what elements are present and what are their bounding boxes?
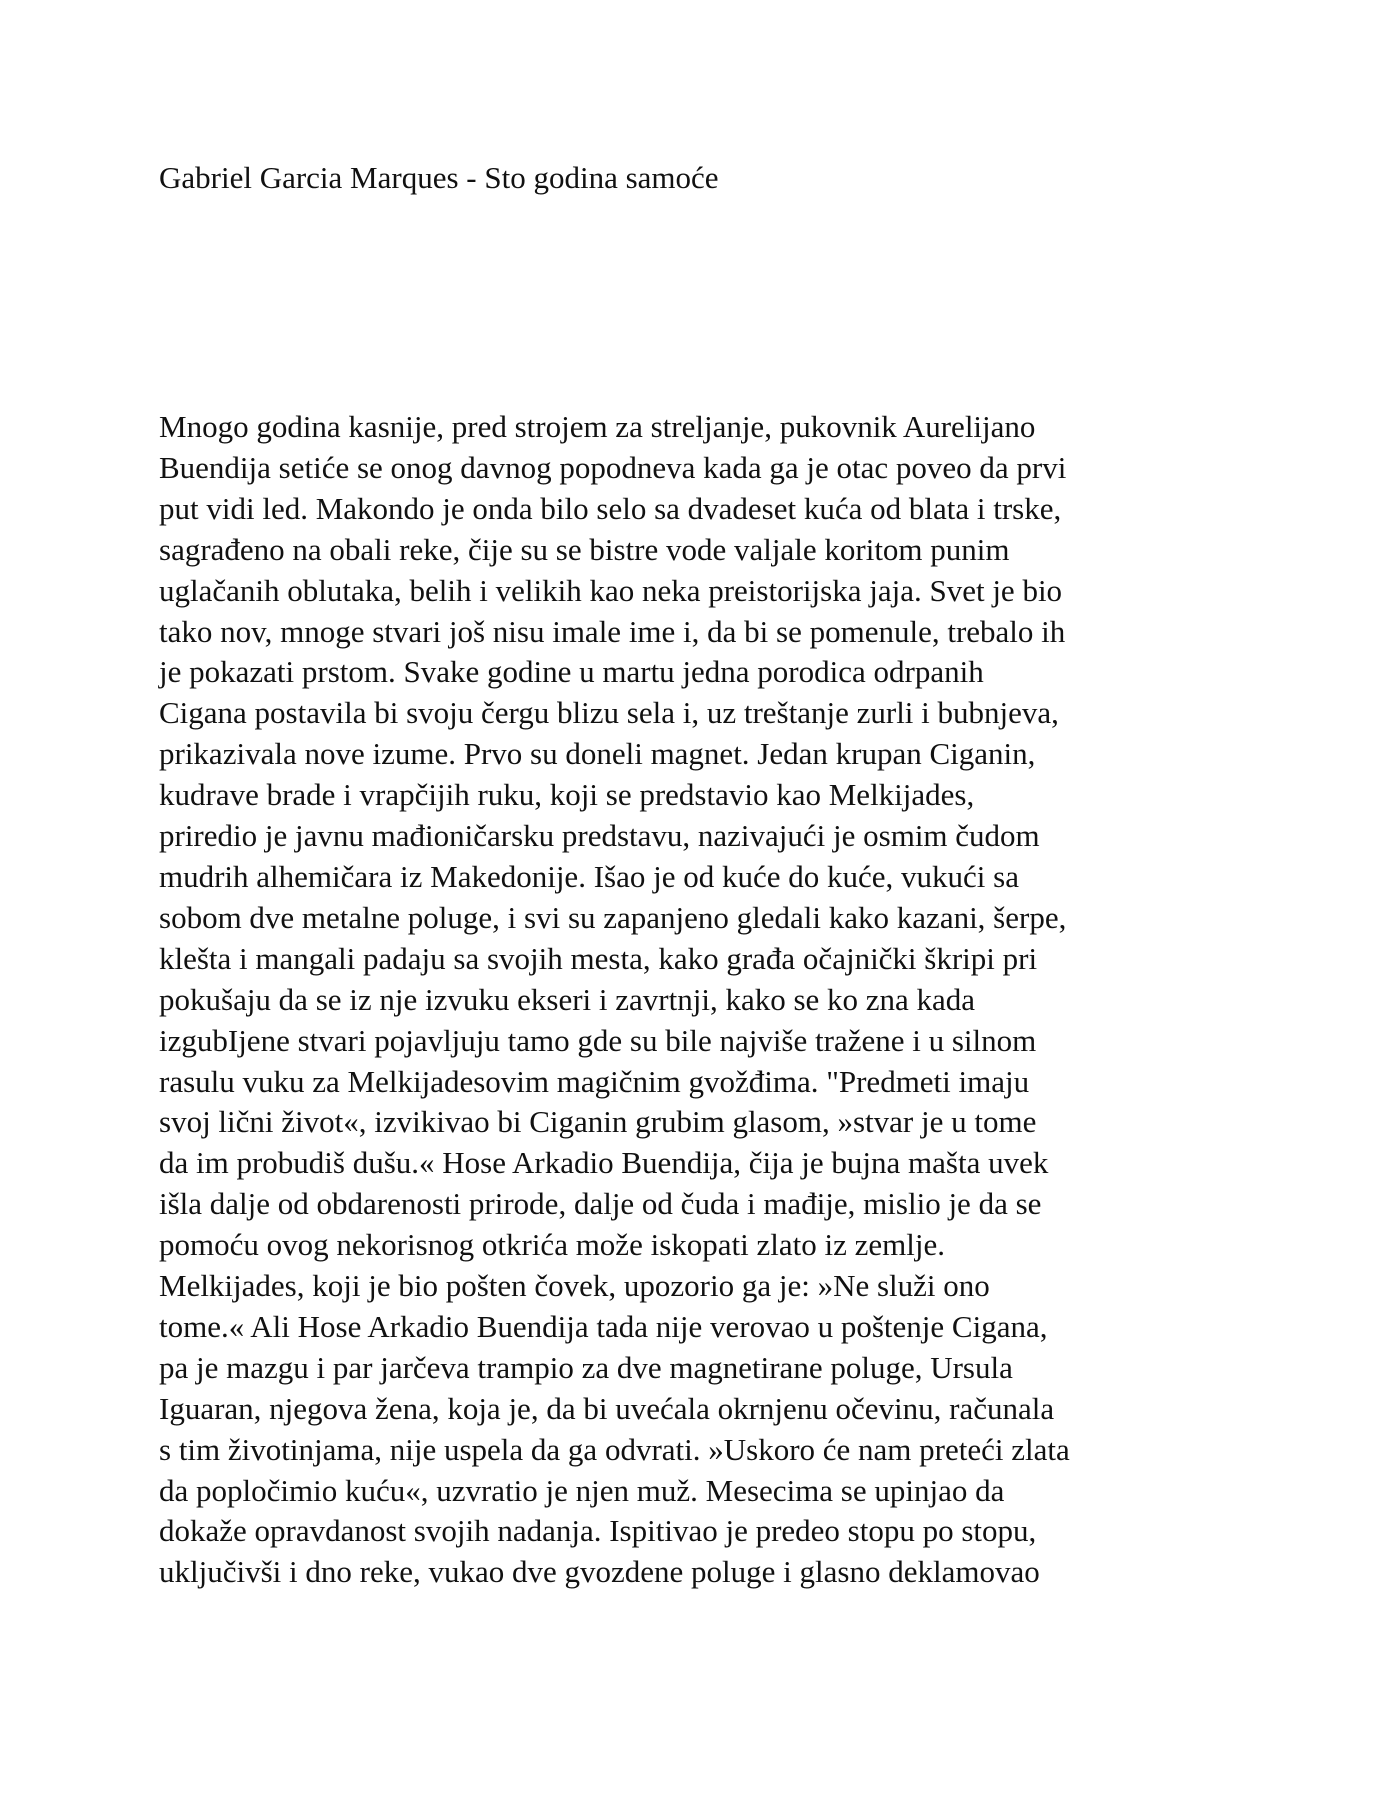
text-line: da im probudiš dušu.« Hose Arkadio Buendija, čija je bujna mašta uvek xyxy=(159,1145,1049,1181)
text-line: da popločimio kuću«, uzvratio je njen muž. Mesecima se upinjao da xyxy=(159,1472,1005,1508)
text-line: s tim životinjama, nije uspela da ga odvrati. »Uskoro će nam preteći zlata xyxy=(159,1431,1070,1467)
text-line: kudrave brade i vrapčijih ruku, koji se predstavio kao Melkijades, xyxy=(159,777,975,813)
text-line: priredio je javnu mađioničarsku predstavu, nazivajući je osmim čudom xyxy=(159,818,1040,854)
text-line: rasulu vuku za Melkijadesovim magičnim gvožđima. "Predmeti imaju xyxy=(159,1063,1030,1099)
text-line: uključivši i dno reke, vukao dve gvozdene poluge i glasno deklamovao xyxy=(159,1554,1040,1590)
text-line: pokušaju da se iz nje izvuku ekseri i zavrtnji, kako se ko zna kada xyxy=(159,981,976,1017)
text-line: put vidi led. Makondo je onda bilo selo sa dvadeset kuća od blata i trske, xyxy=(159,490,1062,526)
text-line: prikazivala nove izume. Prvo su doneli magnet. Jedan krupan Ciganin, xyxy=(159,736,1036,772)
text-line: išla dalje od obdarenosti prirode, dalje od čuda i mađije, mislio je da se xyxy=(159,1186,1042,1222)
text-line: uglačanih oblutaka, belih i velikih kao neka preistorijska jaja. Svet je bio xyxy=(159,572,1063,608)
text-line: Mnogo godina kasnije, pred strojem za streljanje, pukovnik Aurelijano xyxy=(159,409,1036,444)
text-line: Cigana postavila bi svoju čergu blizu sela i, uz treštanje zurli i bubnjeva, xyxy=(159,695,1059,731)
text-line: pa je mazgu i par jarčeva trampio za dve magnetirane poluge, Ursula xyxy=(159,1349,1013,1385)
text-line: mudrih alhemičara iz Makedonije. Išao je od kuće do kuće, vukući sa xyxy=(159,858,1019,894)
text-line: svoj lični život«, izvikivao bi Ciganin grubim glasom, »stvar je u tome xyxy=(159,1104,1037,1140)
document-body xyxy=(159,407,1070,1593)
text-line: Buendija setiće se onog davnog popodneva kada ga je otac poveo da prvi xyxy=(159,449,1067,485)
text-line: tome.« Ali Hose Arkadio Buendija tada nije verovao u poštenje Cigana, xyxy=(159,1308,1048,1344)
text-line: sobom dve metalne poluge, i svi su zapanjeno gledali kako kazani, šerpe, xyxy=(159,899,1067,935)
document-title: Gabriel Garcia Marques - Sto godina samoće xyxy=(159,160,719,195)
text-line: pomoću ovog nekorisnog otkrića može iskopati zlato iz zemlje. xyxy=(159,1227,945,1263)
text-line: dokaže opravdanost svojih nadanja. Ispitivao je predeo stopu po stopu, xyxy=(159,1513,1037,1549)
text-line: izgubIjene stvari pojavljuju tamo gde su bile najviše tražene i u silnom xyxy=(159,1022,1037,1058)
text-line: je pokazati prstom. Svake godine u martu jedna porodica odrpanih xyxy=(159,654,984,690)
text-line: tako nov, mnoge stvari još nisu imale ime i, da bi se pomenule, trebalo ih xyxy=(159,613,1066,649)
text-line: sagrađeno na obali reke, čije su se bistre vode valjale koritom punim xyxy=(159,531,1010,567)
text-line: Iguaran, njegova žena, koja je, da bi uvećala okrnjenu očevinu, računala xyxy=(159,1390,1055,1426)
text-line: Melkijades, koji je bio pošten čovek, upozorio ga je: »Ne služi ono xyxy=(159,1268,990,1304)
text-line: klešta i mangali padaju sa svojih mesta, kako građa očajnički škripi pri xyxy=(159,940,1038,976)
